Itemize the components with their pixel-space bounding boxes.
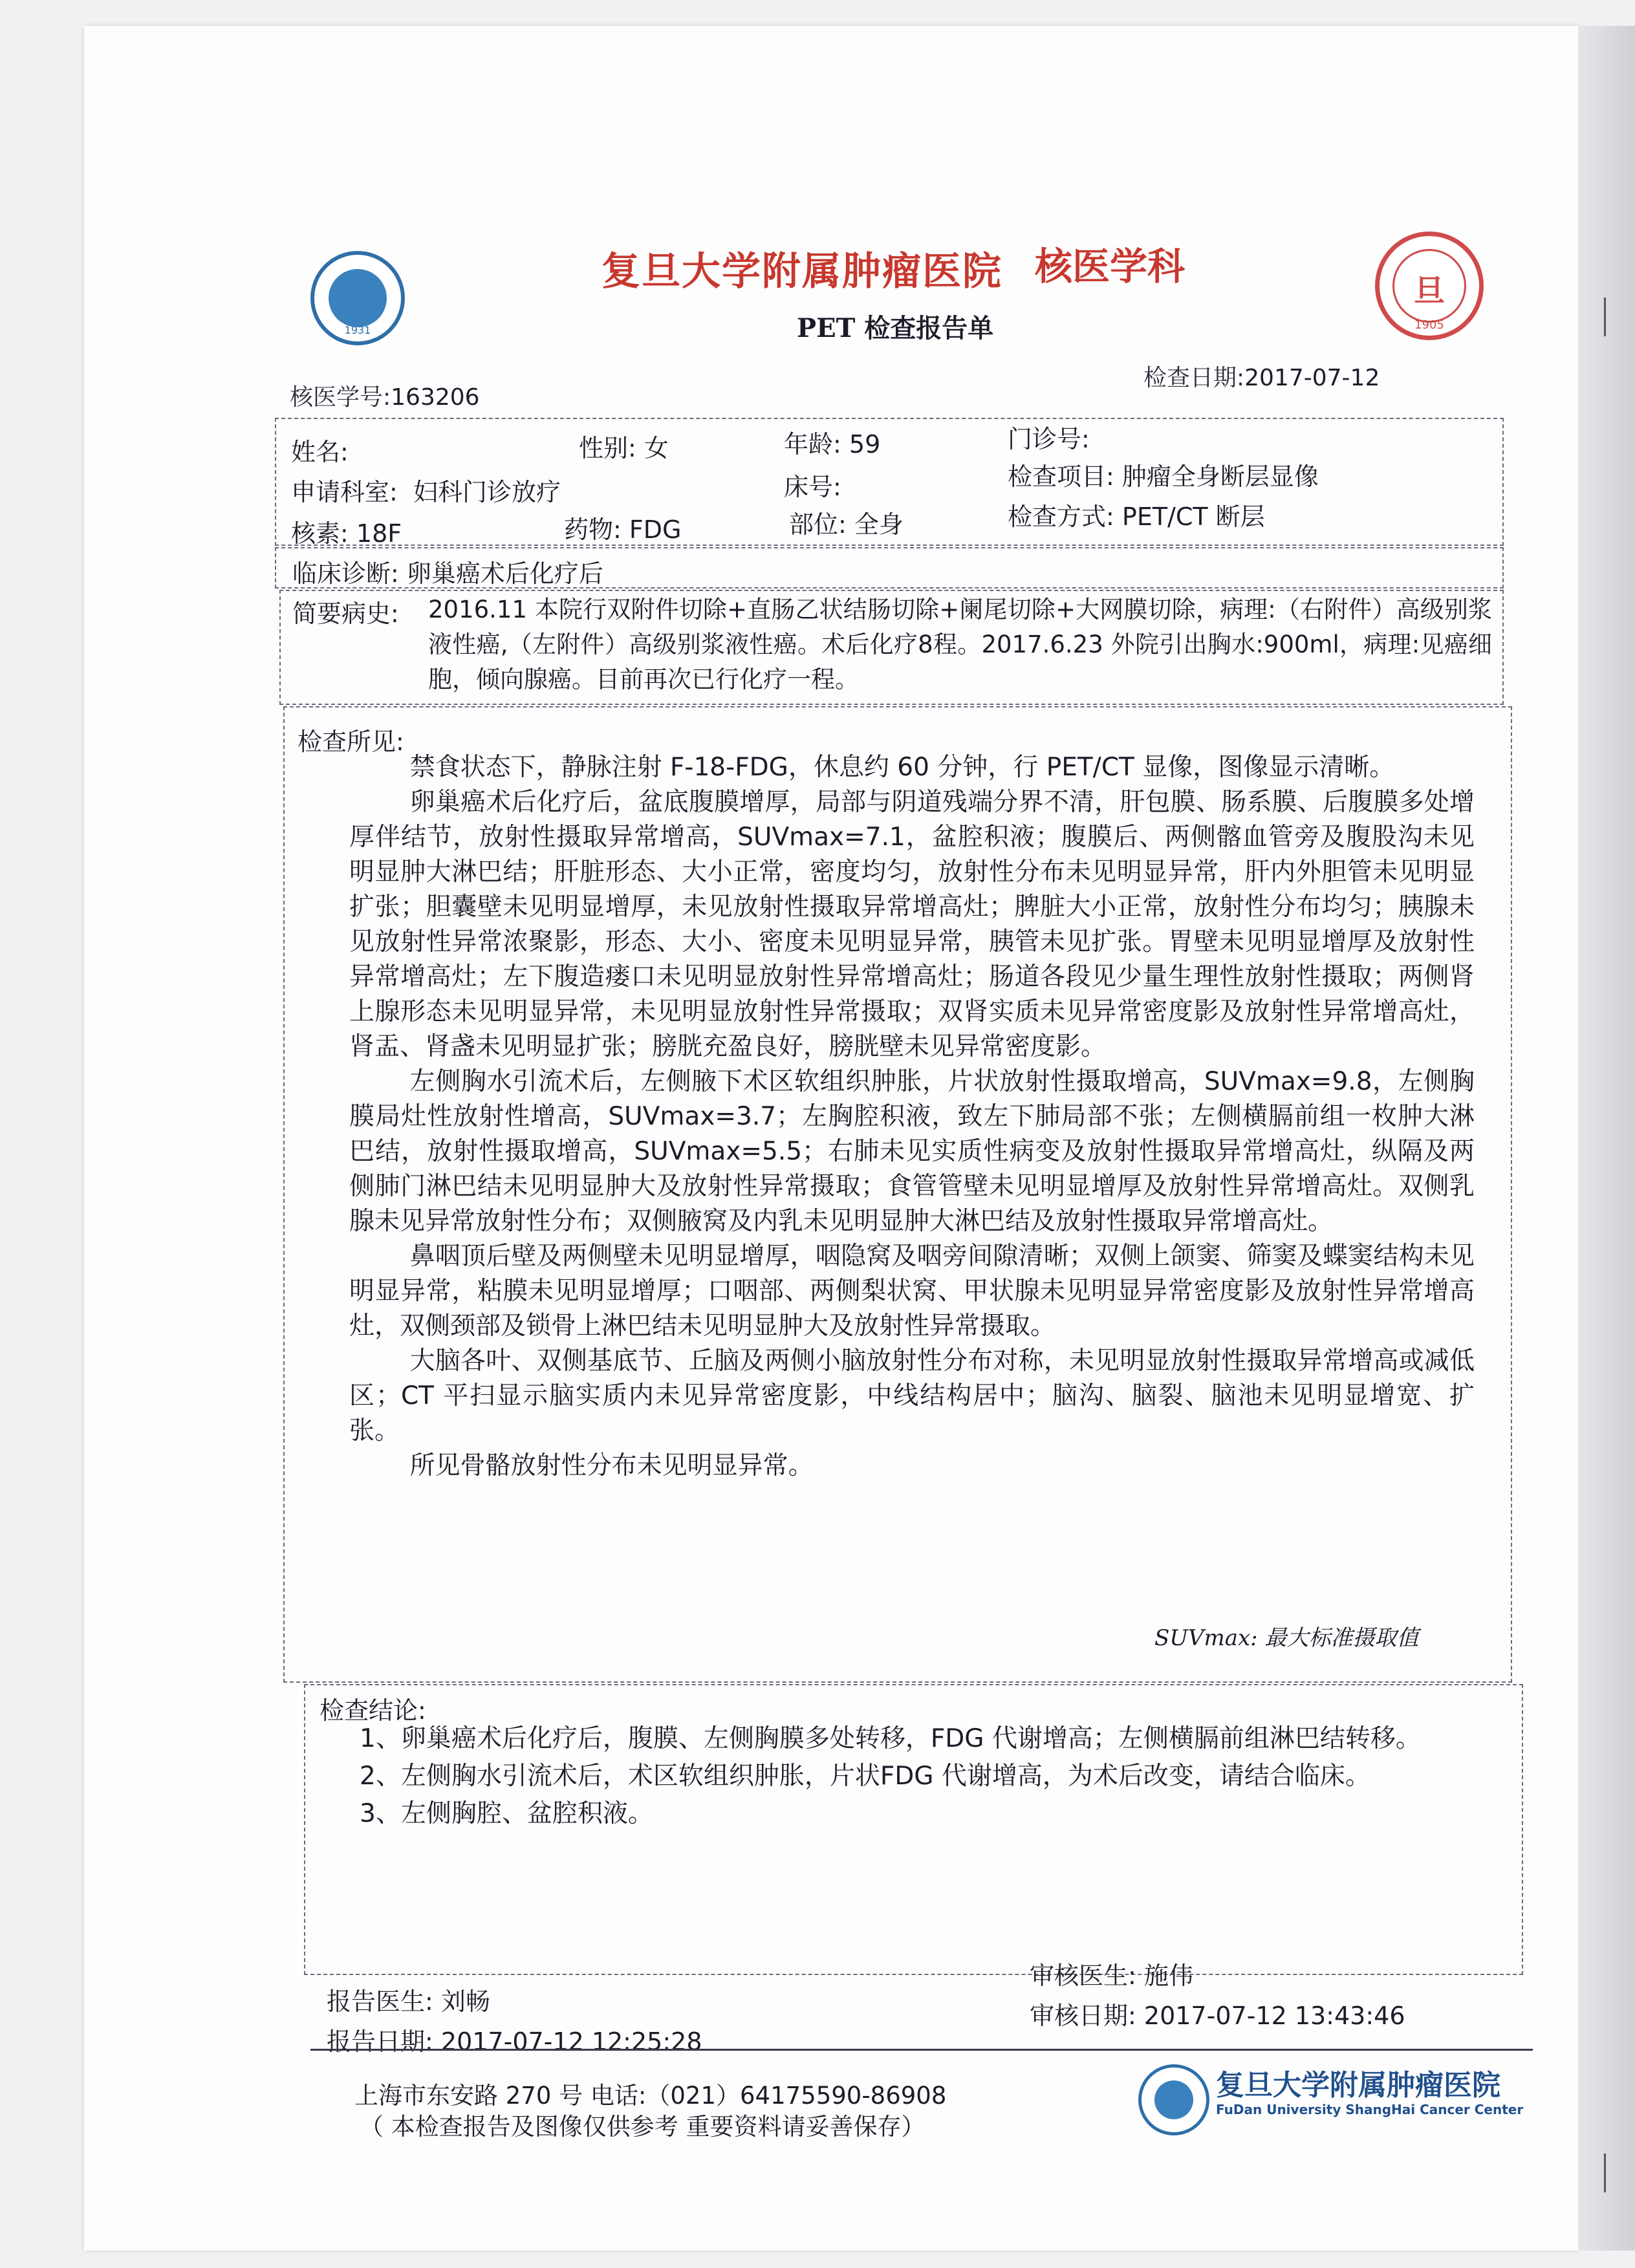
footer-divider (310, 2049, 1533, 2051)
exam-item-value: 肿瘤全身断层显像 (1121, 462, 1319, 491)
conclusion-list (360, 1720, 1504, 1833)
findings-paragraph: 左侧胸水引流术后，左侧腋下术区软组织肿胀，片状放射性摄取增高，SUVmax=9.8，左侧胸膜局灶性放射性增高，SUVmax=3.7；左胸腔积液，致左下肺局部不张；左侧横膈前组一枚肿大淋巴结，放射性摄取增高，SUVmax=5.5；右肺未见实质性病变及放射性摄取异常增高灶，纵隔及两侧肺门淋巴结未见明显肿大及放射性异常摄取；食管管壁未见明显增厚及放射性异常增高灶。双侧乳腺未见异常放射性分布；双侧腋窝及内乳未见明显肿大淋巴结及放射性摄取异常增高灶。 (349, 1067, 1475, 1236)
nuclide-value: 18F (356, 519, 402, 548)
conclusion-item: 2、左侧胸水引流术后，术区软组织肿胀，片状FDG 代谢增高，为术后改变，请结合临床。 (360, 1762, 1370, 1791)
patient-name-label: 姓名: (291, 438, 349, 466)
patient-age-label: 年龄: (784, 430, 841, 459)
review-date-value: 2017-07-12 13:43:46 (1143, 2002, 1405, 2030)
suv-footnote: SUVmax: 最大标准摄取值 (1154, 1625, 1419, 1651)
seal-year: 1905 (1414, 318, 1444, 332)
body-site-label: 部位: (789, 510, 847, 539)
hospital-title: 复旦大学附属肿瘤医院 (601, 249, 1002, 294)
findings-body (349, 750, 1475, 1484)
logo-emblem (329, 269, 387, 327)
exam-date-label: 检查日期: (1143, 365, 1245, 391)
exam-item-label: 检查项目: (1008, 462, 1114, 491)
report-title: PET 检查报告单 (797, 313, 994, 343)
diagnosis-label: 临床诊断: (292, 559, 399, 588)
exam-item (1008, 457, 1319, 492)
doctor-label: 报告医生: (327, 1987, 433, 2016)
footer-note: （ 本检查报告及图像仅供参考 重要资料请妥善保存） (360, 2113, 926, 2141)
reviewer-label: 审核医生: (1030, 1961, 1136, 1990)
logo-year: 1931 (344, 324, 371, 336)
exam-method-label: 检查方式: (1008, 502, 1114, 531)
nuclide-label: 核素: (291, 519, 349, 548)
findings-paragraph: 卵巢癌术后化疗后，盆底腹膜增厚，局部与阴道残端分界不清，肝包膜、肠系膜、后腹膜多处增厚伴结节，放射性摄取异常增高，SUVmax=7.1，盆腔积液；腹膜后、两侧髂血管旁及腹股沟未见明显肿大淋巴结；肝脏形态、大小正常，密度均匀，放射性分布未见明显异常，肝内外胆管未见明显扩张；胆囊壁未见明显增厚，未见放射性摄取异常增高灶；脾脏大小正常，放射性分布均匀；胰腺未见放射性异常浓聚影，形态、大小、密度未见明显异常，胰管未见扩张。胃壁未见明显增厚及放射性异常增高灶；左下腹造瘘口未见明显放射性异常增高灶；肠道各段见少量生理性放射性摄取；两侧肾上腺形态未见明显异常，未见明显放射性异常摄取；双肾实质未见异常密度影及放射性异常增高灶，肾盂、肾盏未见明显扩张；膀胱充盈良好，膀胱壁未见异常密度影。 (349, 788, 1475, 1061)
record-id-value: 163206 (391, 384, 480, 411)
footer-logo-icon (1138, 2064, 1209, 2135)
footer-address: 上海市东安路 270 号 电话:（021）64175590-86908 (354, 2082, 947, 2110)
patient-gender-value: 女 (644, 434, 669, 462)
patient-gender (579, 428, 669, 464)
department-title: 核医学科 (1035, 244, 1186, 288)
diagnosis-value: 卵巢癌术后化疗后 (406, 559, 603, 588)
findings-paragraph: 鼻咽顶后壁及两侧壁未见明显增厚，咽隐窝及咽旁间隙清晰；双侧上颌窦、筛窦及蝶窦结构未见明显异常，粘膜未见明显增厚；口咽部、两侧梨状窝、甲状腺未见明显异常密度影及放射性异常增高灶，双侧颈部及锁骨上淋巴结未见明显肿大及放射性异常摄取。 (349, 1242, 1475, 1341)
patient-name (291, 432, 349, 468)
reviewer (1030, 1956, 1193, 1991)
report-date-label: 报告日期: (327, 2027, 433, 2056)
conclusion-label: 检查结论: (319, 1696, 426, 1725)
history-label: 简要病史: (292, 599, 399, 628)
findings-paragraph: 禁食状态下，静脉注射 F-18-FDG，休息约 60 分钟，行 PET/CT 显像，图像显示清晰。 (409, 753, 1395, 782)
patient-age-value: 59 (849, 430, 881, 459)
scan-edge (1578, 26, 1635, 2251)
footer-hospital-en: FuDan University ShangHai Cancer Center (1216, 2102, 1524, 2117)
drug (564, 510, 681, 545)
patient-dept-label: 申请科室: (291, 478, 398, 506)
seal-glyph: 旦 (1413, 273, 1445, 309)
patient-age (784, 424, 880, 460)
exam-date-value: 2017-07-12 (1244, 365, 1380, 391)
exam-method (1008, 497, 1265, 532)
exam-date (1143, 360, 1380, 393)
conclusion-item: 1、卵巢癌术后化疗后，腹膜、左侧胸膜多处转移，FDG 代谢增高；左侧横膈前组淋巴结转移。 (360, 1724, 1421, 1753)
nuclide (291, 513, 402, 549)
exam-method-value: PET/CT 断层 (1121, 502, 1265, 531)
binder-mark (1604, 297, 1606, 336)
hospital-logo-icon (310, 251, 405, 345)
binder-mark (1604, 2154, 1606, 2192)
footer-hospital-name: 复旦大学附属肿瘤医院 (1216, 2069, 1500, 2102)
findings-paragraph: 所见骨骼放射性分布未见明显异常。 (409, 1451, 814, 1480)
patient-gender-label: 性别: (579, 434, 636, 462)
record-id (290, 379, 480, 412)
doctor-value: 刘畅 (440, 1987, 490, 2016)
report-date-value: 2017-07-12 12:25:28 (440, 2027, 702, 2056)
patient-bed-label: 床号: (784, 473, 841, 501)
report-date (327, 2022, 702, 2057)
findings-paragraph: 大脑各叶、双侧基底节、丘脑及两侧小脑放射性分布对称，未见明显放射性摄取异常增高或减低区；CT 平扫显示脑实质内未见异常密度影，中线结构居中；脑沟、脑裂、脑池未见明显增宽、扩张。 (349, 1346, 1475, 1445)
body-site-value: 全身 (854, 510, 904, 539)
drug-value: FDG (629, 515, 682, 544)
patient-clinic-no (1008, 419, 1090, 455)
university-seal-icon (1375, 232, 1484, 340)
conclusion-item: 3、左侧胸腔、盆腔积液。 (360, 1799, 653, 1828)
drug-label: 药物: (564, 515, 622, 544)
patient-bed (784, 467, 841, 502)
review-date-label: 审核日期: (1030, 2002, 1136, 2030)
review-date (1030, 1996, 1405, 2031)
findings-label: 检查所见: (298, 728, 404, 756)
patient-dept-value: 妇科门诊放疗 (413, 478, 561, 506)
patient-dept (291, 472, 561, 508)
report-doctor (327, 1982, 490, 2017)
body-site (789, 504, 904, 540)
history-text: 2016.11 本院行双附件切除+直肠乙状结肠切除+阑尾切除+大网膜切除，病理:（右附件）高级别浆液性癌,（左附件）高级别浆液性癌。术后化疗8程。2017.6.23 外院引出胸水:900ml，病理:见癌细胞，倾向腺癌。目前再次已行化疗一程。 (428, 596, 1492, 693)
clinical-diagnosis (292, 554, 603, 589)
patient-clinic-label: 门诊号: (1008, 425, 1090, 453)
reviewer-value: 施伟 (1143, 1961, 1193, 1990)
footer-logo-emblem (1154, 2080, 1193, 2119)
record-id-label: 核医学号: (290, 384, 391, 411)
